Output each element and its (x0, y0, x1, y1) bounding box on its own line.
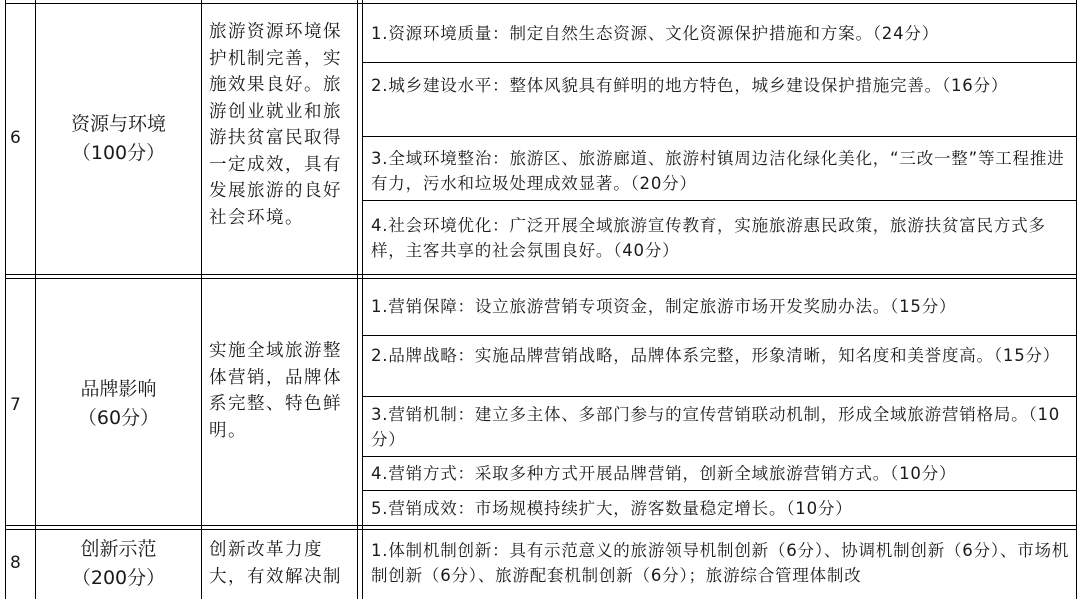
item-divider (362, 490, 1077, 491)
table-divider-index (35, 0, 36, 599)
row-divider (5, 525, 1077, 526)
criteria-item: 1.资源环境质量：制定自然生态资源、文化资源保护措施和方案。（24分） (371, 24, 939, 43)
row-index: 6 (10, 128, 21, 148)
item-divider (362, 335, 1077, 336)
item-divider (362, 456, 1077, 457)
table-divider-goal-left (357, 0, 358, 599)
criteria-item: 3.全域环境整治：旅游区、旅游廊道、旅游村镇周边洁化绿化美化，“三改一整”等工程推进有力，污水和垃圾处理成效显著。（20分） (371, 149, 1065, 193)
table-top-border (5, 3, 1077, 4)
row-divider (5, 274, 1077, 275)
table-divider-goal-right (362, 0, 363, 599)
category-cell (36, 110, 201, 168)
item-divider (362, 62, 1077, 63)
table-left-border (5, 0, 6, 599)
table-divider-category (201, 0, 202, 599)
row-divider (5, 278, 1077, 279)
category-cell (36, 535, 201, 593)
item-divider (362, 396, 1077, 397)
criteria-item: 1.体制机制创新：具有示范意义的旅游领导机制创新（6分）、协调机制创新（6分）、市场机制创新（6分）、旅游配套机制创新（6分）；旅游综合管理体制改 (371, 541, 1070, 585)
category-name: 品牌影响 (80, 378, 157, 400)
criteria-item: 5.营销成效：市场规模持续扩大，游客数量稳定增长。（10分） (371, 499, 853, 518)
category-score: （60分） (77, 407, 160, 429)
row-divider (5, 529, 1077, 530)
category-score: （200分） (71, 567, 166, 589)
goal-text: 创新改革力度大，有效解决制 (209, 540, 342, 587)
table-right-border (1076, 0, 1077, 599)
item-divider (362, 200, 1077, 201)
category-score: （100分） (71, 142, 166, 164)
goal-text: 旅游资源环境保护机制完善，实施效果良好。旅游创业就业和旅游扶贫富民取得一定成效，具有发展旅游的良好社会环境。 (209, 22, 342, 228)
criteria-item: 4.营销方式：采取多种方式开展品牌营销，创新全域旅游营销方式。（10分） (371, 464, 957, 483)
criteria-item: 3.营销机制：建立多主体、多部门参与的宣传营销联动机制，形成全域旅游营销格局。（10分） (371, 405, 1061, 449)
criteria-item: 2.城乡建设水平：整体风貌具有鲜明的地方特色，城乡建设保护措施完善。（16分） (371, 76, 1009, 95)
criteria-item: 2.品牌战略：实施品牌营销战略，品牌体系完整，形象清晰，知名度和美誉度高。（15分） (371, 346, 1061, 365)
criteria-item: 4.社会环境优化：广泛开展全域旅游宣传教育，实施旅游惠民政策，旅游扶贫富民方式多样，主客共享的社会氛围良好。（40分） (371, 216, 1046, 260)
category-name: 创新示范 (80, 538, 157, 560)
goal-text: 实施全域旅游整体营销，品牌体系完整、特色鲜明。 (209, 341, 342, 441)
row-index: 7 (10, 395, 21, 415)
category-name: 资源与环境 (70, 113, 166, 135)
category-cell (36, 375, 201, 433)
row-index: 8 (10, 553, 21, 573)
item-divider (362, 136, 1077, 137)
criteria-item: 1.营销保障：设立旅游营销专项资金，制定旅游市场开发奖励办法。（15分） (371, 297, 957, 316)
